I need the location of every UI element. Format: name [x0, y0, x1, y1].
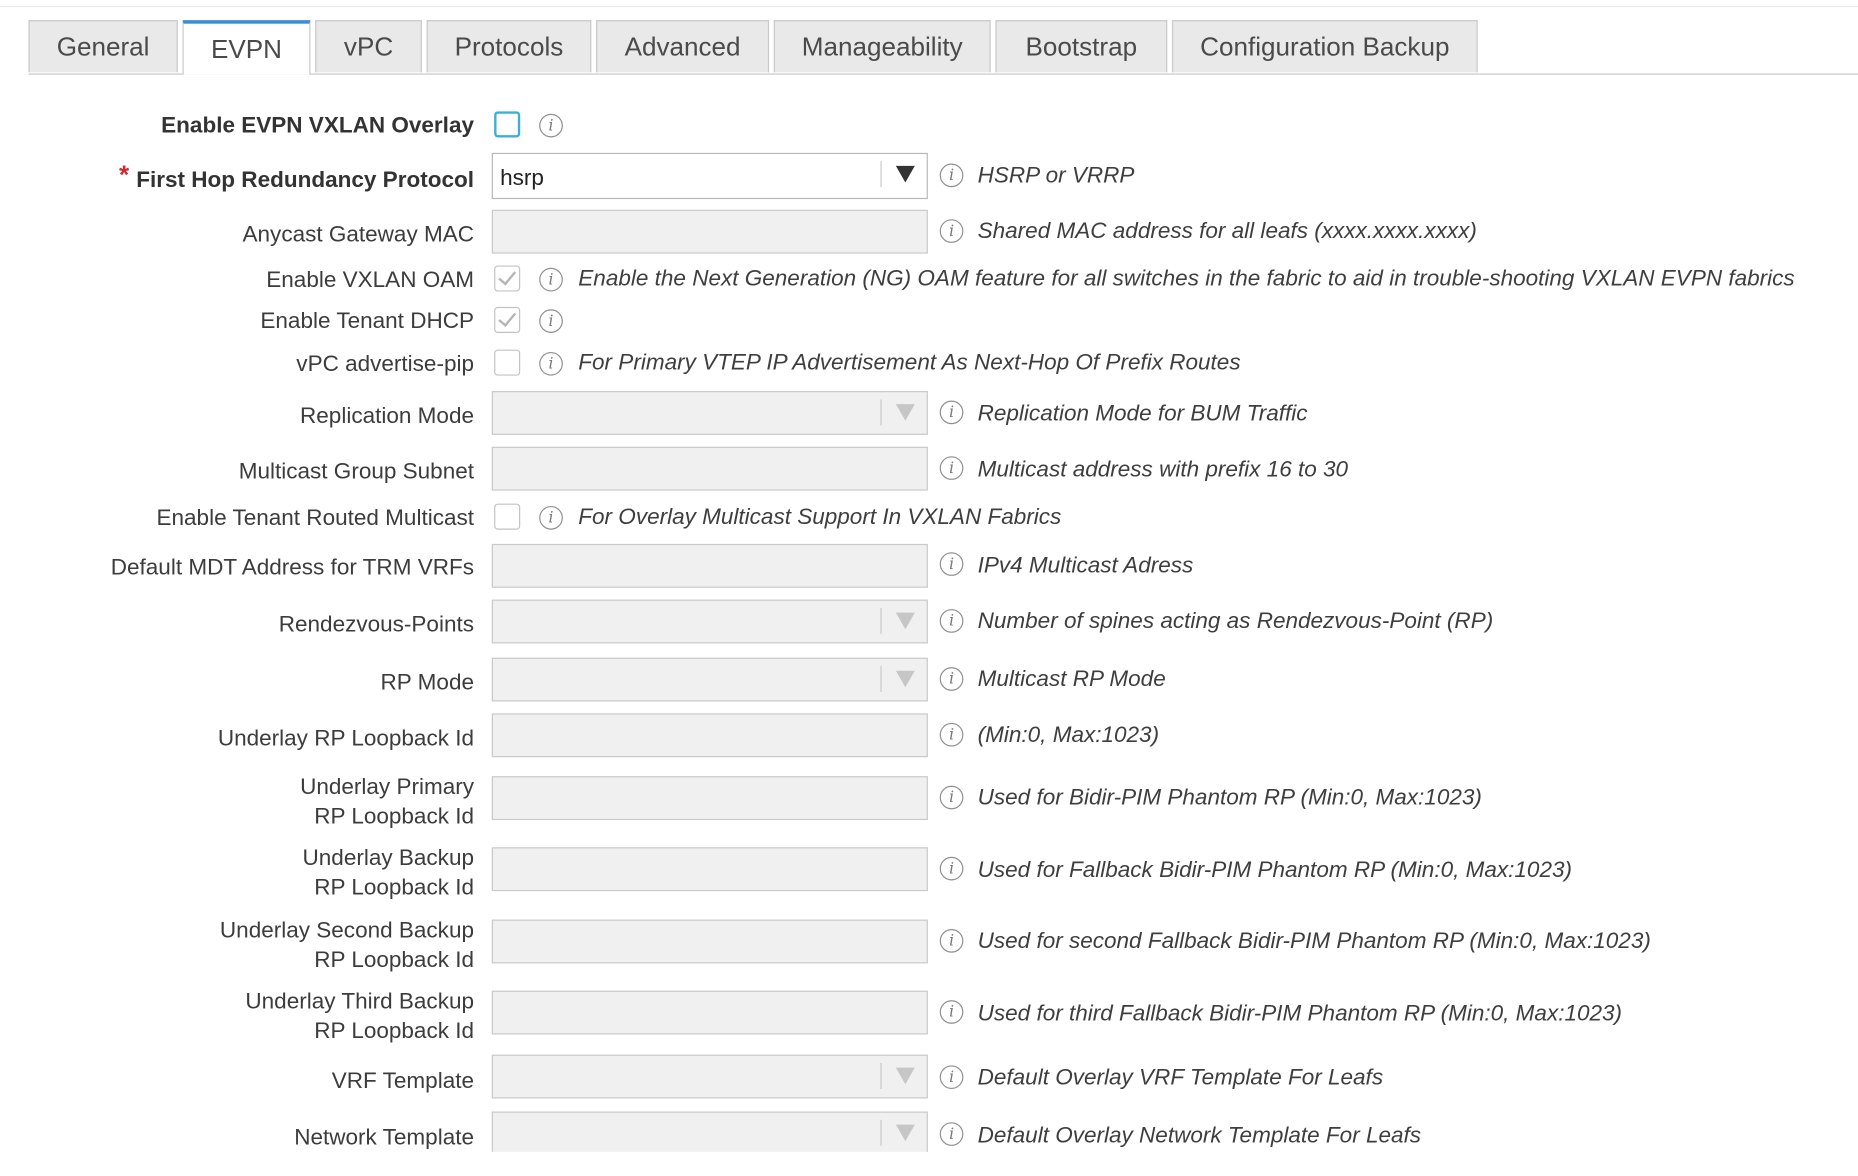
checkmark-icon — [498, 308, 516, 327]
enable-tenant-dhcp-checkbox[interactable] — [494, 307, 520, 333]
info-icon[interactable]: i — [940, 401, 964, 425]
underlay-third-backup-rp-loopback-id-hint: Used for third Fallback Bidir-PIM Phantom RP (Min:0, Max:1023) — [977, 1001, 1623, 1027]
tab-general[interactable]: General — [28, 20, 177, 72]
rp-mode-label: RP Mode — [380, 670, 474, 696]
info-icon[interactable]: i — [940, 929, 964, 953]
anycast-gateway-mac-label: Anycast Gateway MAC — [242, 222, 474, 248]
underlay-rp-loopback-id-label: Underlay RP Loopback Id — [217, 726, 474, 752]
info-icon[interactable]: i — [940, 164, 964, 188]
label-line-1: Underlay Primary — [300, 774, 474, 800]
info-icon[interactable]: i — [940, 456, 964, 480]
enable-tenant-dhcp-label: Enable Tenant DHCP — [260, 309, 474, 335]
default-mdt-address-input[interactable] — [492, 544, 928, 588]
label-line-2: RP Loopback Id — [314, 804, 474, 830]
chevron-down-icon[interactable] — [896, 1068, 915, 1085]
anycast-gateway-mac-input[interactable] — [492, 210, 928, 254]
info-icon[interactable]: i — [539, 352, 563, 376]
enable-tenant-routed-multicast-label: Enable Tenant Routed Multicast — [156, 505, 474, 531]
network-template-select[interactable] — [492, 1112, 928, 1152]
underlay-second-backup-rp-loopback-id-hint: Used for second Fallback Bidir-PIM Phantom RP (Min:0, Max:1023) — [977, 929, 1651, 954]
replication-mode-select[interactable] — [492, 391, 928, 435]
tab-vpc[interactable]: vPC — [315, 20, 422, 72]
tab-protocols[interactable]: Protocols — [427, 20, 592, 72]
vrf-template-hint: Default Overlay VRF Template For Leafs — [977, 1065, 1384, 1091]
underlay-backup-rp-loopback-id-input[interactable] — [492, 847, 928, 891]
tab-manageability[interactable]: Manageability — [774, 20, 991, 72]
dropdown-separator — [880, 1120, 881, 1146]
vpc-advertise-pip-hint: For Primary VTEP IP Advertisement As Next-Hop Of Prefix Routes — [578, 350, 1241, 376]
enable-vxlan-oam-hint: Enable the Next Generation (NG) OAM feature for all switches in the fabric to aid in trouble-shooting VXLAN EVPN fabrics — [578, 266, 1795, 292]
multicast-group-subnet-input[interactable] — [492, 447, 928, 491]
info-icon[interactable]: i — [940, 1000, 964, 1024]
rendezvous-points-label: Rendezvous-Points — [278, 612, 474, 638]
underlay-second-backup-rp-loopback-id-input[interactable] — [492, 920, 928, 964]
network-template-hint: Default Overlay Network Template For Leafs — [977, 1123, 1422, 1149]
underlay-primary-rp-loopback-id-input[interactable] — [492, 776, 928, 820]
enable-evpn-vxlan-overlay-checkbox[interactable] — [494, 111, 520, 137]
anycast-gateway-mac-hint: Shared MAC address for all leafs (xxxx.xxxx.xxxx) — [977, 219, 1477, 245]
replication-mode-label: Replication Mode — [300, 404, 474, 429]
info-icon[interactable]: i — [940, 1065, 964, 1089]
tab-configuration-backup[interactable]: Configuration Backup — [1172, 20, 1478, 72]
underlay-third-backup-rp-loopback-id-label — [245, 987, 474, 1046]
label-line-2: RP Loopback Id — [314, 1019, 474, 1044]
info-icon[interactable]: i — [940, 857, 964, 881]
underlay-rp-loopback-id-hint: (Min:0, Max:1023) — [977, 722, 1160, 748]
enable-tenant-routed-multicast-checkbox[interactable] — [494, 504, 520, 530]
info-icon[interactable]: i — [940, 552, 964, 576]
rp-mode-select[interactable] — [492, 658, 928, 702]
chevron-down-icon[interactable] — [896, 1125, 915, 1142]
dropdown-separator — [880, 161, 881, 187]
vrf-template-select[interactable] — [492, 1055, 928, 1099]
underlay-second-backup-rp-loopback-id-label — [220, 916, 474, 975]
info-icon[interactable]: i — [539, 506, 563, 530]
multicast-group-subnet-label: Multicast Group Subnet — [238, 459, 474, 485]
info-icon[interactable]: i — [940, 723, 964, 747]
multicast-group-subnet-hint: Multicast address with prefix 16 to 30 — [977, 457, 1349, 483]
underlay-third-backup-rp-loopback-id-input[interactable] — [492, 991, 928, 1035]
first-hop-redundancy-protocol-label — [118, 159, 474, 196]
vpc-advertise-pip-label: vPC advertise-pip — [296, 351, 474, 377]
tab-evpn[interactable]: EVPN — [182, 20, 310, 75]
label-line-2: RP Loopback Id — [314, 947, 474, 973]
chevron-down-icon[interactable] — [896, 671, 915, 688]
first-hop-redundancy-protocol-select[interactable] — [492, 153, 928, 199]
required-mark: * — [118, 159, 130, 190]
dropdown-separator — [880, 399, 881, 425]
enable-evpn-vxlan-overlay-label: Enable EVPN VXLAN Overlay — [161, 113, 474, 139]
rp-mode-hint: Multicast RP Mode — [977, 667, 1166, 693]
enable-vxlan-oam-checkbox[interactable] — [494, 265, 520, 291]
rendezvous-points-select[interactable] — [492, 600, 928, 644]
default-mdt-address-hint: IPv4 Multicast Adress — [977, 553, 1194, 579]
rendezvous-points-hint: Number of spines acting as Rendezvous-Point (RP) — [977, 609, 1494, 634]
underlay-backup-rp-loopback-id-label — [303, 844, 474, 903]
enable-vxlan-oam-label: Enable VXLAN OAM — [266, 267, 474, 293]
info-icon[interactable]: i — [940, 219, 964, 243]
underlay-primary-rp-loopback-id-hint: Used for Bidir-PIM Phantom RP (Min:0, Max:1023) — [977, 785, 1482, 811]
chevron-down-icon[interactable] — [896, 613, 915, 630]
label-line-2: RP Loopback Id — [314, 875, 474, 901]
info-icon[interactable]: i — [940, 1122, 964, 1146]
enable-tenant-routed-multicast-hint: For Overlay Multicast Support In VXLAN Fabrics — [578, 504, 1062, 530]
info-icon[interactable]: i — [940, 609, 964, 633]
info-icon[interactable]: i — [539, 268, 563, 292]
vpc-advertise-pip-checkbox[interactable] — [494, 350, 520, 376]
first-hop-redundancy-protocol-label-text: First Hop Redundancy Protocol — [136, 168, 474, 194]
top-divider — [0, 6, 1858, 7]
first-hop-redundancy-protocol-hint: HSRP or VRRP — [977, 163, 1135, 189]
label-line-1: Underlay Second Backup — [219, 918, 474, 944]
underlay-rp-loopback-id-input[interactable] — [492, 713, 928, 757]
dropdown-separator — [880, 666, 881, 692]
label-line-1: Underlay Backup — [302, 846, 474, 871]
first-hop-redundancy-protocol-value: hsrp — [500, 165, 544, 191]
network-template-label: Network Template — [294, 1125, 474, 1151]
chevron-down-icon[interactable] — [896, 404, 915, 421]
info-icon[interactable]: i — [539, 114, 563, 138]
dropdown-separator — [880, 1063, 881, 1089]
tab-advanced[interactable]: Advanced — [596, 20, 769, 72]
default-mdt-address-label: Default MDT Address for TRM VRFs — [110, 555, 474, 581]
info-icon[interactable]: i — [940, 786, 964, 810]
info-icon[interactable]: i — [940, 667, 964, 691]
underlay-backup-rp-loopback-id-hint: Used for Fallback Bidir-PIM Phantom RP (Min:0, Max:1023) — [977, 857, 1572, 883]
underlay-primary-rp-loopback-id-label — [300, 773, 474, 832]
checkmark-icon — [498, 267, 516, 286]
tab-bootstrap[interactable]: Bootstrap — [995, 20, 1167, 72]
vrf-template-label: VRF Template — [331, 1068, 474, 1094]
label-line-1: Underlay Third Backup — [245, 989, 474, 1015]
chevron-down-icon[interactable] — [896, 166, 915, 183]
info-icon[interactable]: i — [539, 309, 563, 333]
dropdown-separator — [880, 608, 881, 634]
replication-mode-hint: Replication Mode for BUM Traffic — [977, 401, 1308, 427]
